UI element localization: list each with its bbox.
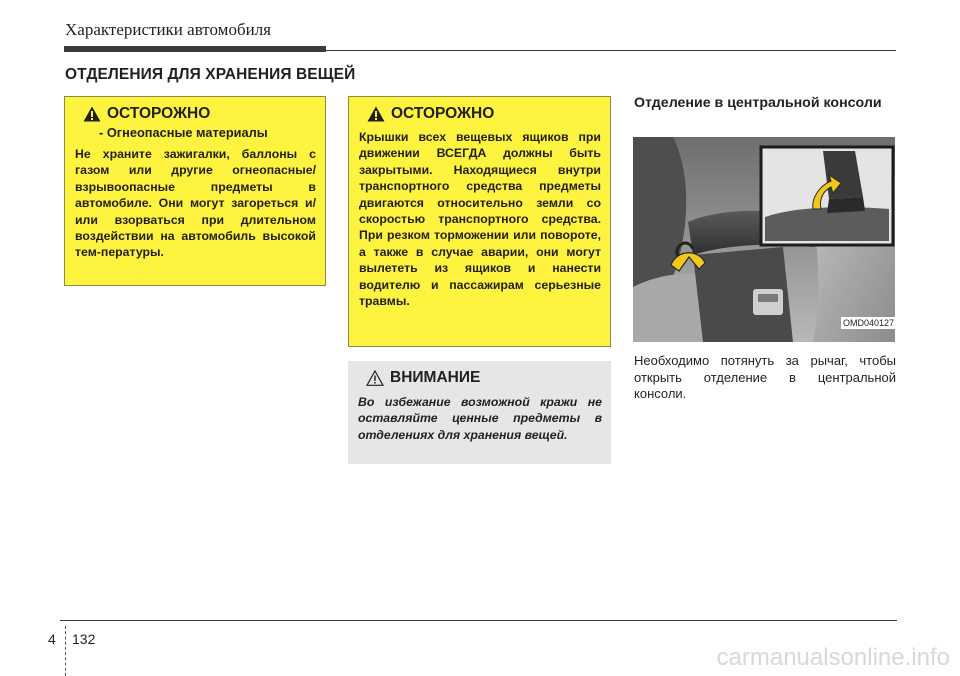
warning-title [83, 105, 316, 123]
watermark: carmanualsonline.info [716, 644, 950, 671]
warning-subtitle: - Огнеопасные материалы [99, 125, 268, 140]
footer-divider [65, 626, 66, 676]
page-number: 132 [72, 631, 96, 647]
warning-triangle-icon [83, 106, 101, 122]
warning-title-text: ОСТОРОЖНО [391, 105, 495, 122]
warning-triangle-icon [367, 106, 385, 122]
caution-triangle-icon [366, 370, 384, 386]
running-header-title: Характеристики автомобиля [65, 20, 271, 39]
header-bar [64, 46, 326, 52]
notice-text: Во избежание возможной кражи не оставляйте ценные предметы в отделениях для хранения вещей. [358, 395, 602, 442]
console-heading: Отделение в центральной консоли [634, 95, 882, 111]
warning-box-flammable [64, 96, 326, 286]
warning-title [367, 105, 601, 123]
warning-box-lids [348, 96, 611, 347]
notice-title-text: ВНИМАНИЕ [390, 369, 481, 386]
photo-code: OMD040127 [842, 318, 894, 328]
footer-rule [60, 620, 897, 621]
console-illustration [633, 137, 895, 342]
header-rule [326, 50, 896, 51]
console-photo [633, 137, 895, 342]
notice-title [366, 369, 602, 387]
section-title: ОТДЕЛЕНИЯ ДЛЯ ХРАНЕНИЯ ВЕЩЕЙ [65, 66, 356, 83]
notice-box-theft [348, 361, 611, 464]
warning-text: Не храните зажигалки, баллоны с газом или другие огнеопасные/ взрывоопасные предметы в автомобиле. Они могут загореться и/или взорваться при длительном воздействии на автомобиль высокой тем-пературы. [75, 147, 316, 260]
console-instructions: Необходимо потянуть за рычаг, чтобы открыть отделение в центральной консоли. [634, 353, 896, 401]
chapter-number: 4 [48, 631, 56, 647]
warning-text: Крышки всех вещевых ящиков при движении ВСЕГДА должны быть закрытыми. Находящиеся внутри транспортного средства предметы двигаются относительно земли со скоростью транспортного средства. При резком торможении или повороте, а также в случае аварии, они могут вылететь из ящиков и нанести водителю и пассажирам серьезные травмы. [359, 130, 601, 309]
warning-title-text: ОСТОРОЖНО [107, 105, 211, 122]
